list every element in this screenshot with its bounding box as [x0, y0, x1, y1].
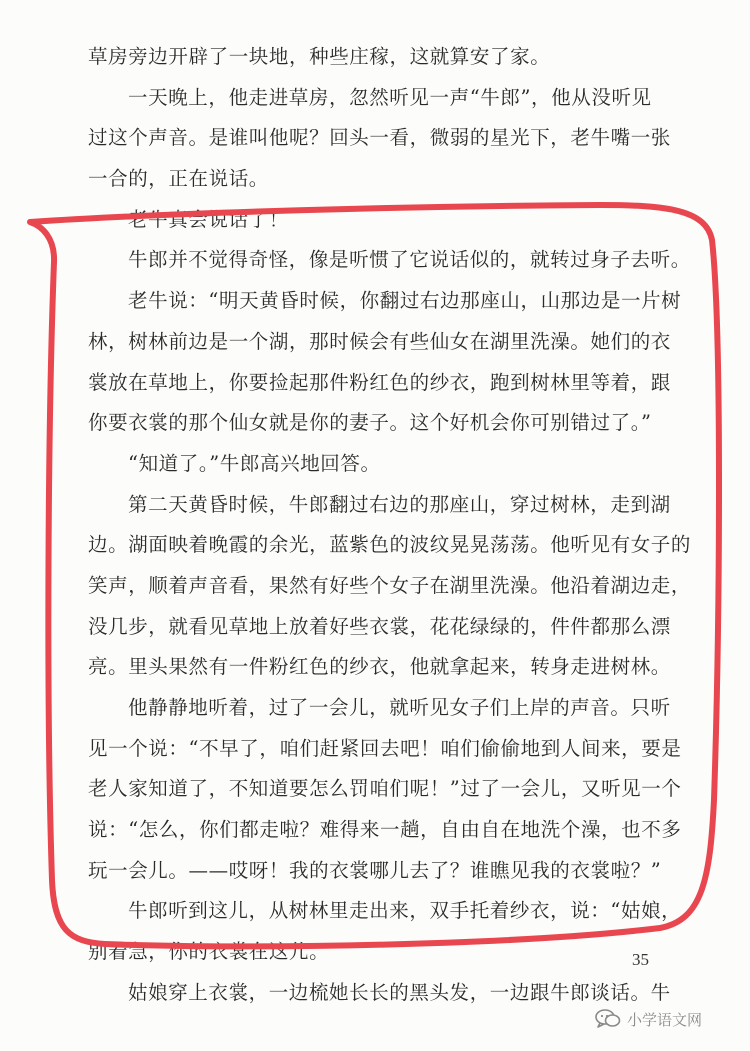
chat-bubbles-icon	[595, 1008, 621, 1030]
text-line: “知道了。”牛郎高兴地回答。	[128, 451, 381, 475]
text-line: 牛郎并不觉得奇怪，像是听惯了它说话似的，就转过身子去听。	[128, 248, 691, 272]
text-line: 他静静地听着，过了一会儿，就听见女子们上岸的声音。只听	[128, 696, 671, 719]
text-line: 边。湖面映着晚霞的余光，蓝紫色的波纹晃晃荡荡。他听见有女子的	[88, 533, 692, 557]
text-line: 没几步，就看见草地上放着好些衣裳，花花绿绿的，件件都那么漂	[88, 614, 671, 638]
text-line: 说：“怎么，你们都走啦？难得来一趟，自由自在地洗个澡，也不多	[88, 818, 682, 842]
text-line: 玩一会儿。——哎呀！我的衣裳哪儿去了？谁瞧见我的衣裳啦？”	[88, 858, 662, 882]
text-line: 草房旁边开辟了一块地，种些庄稼，这就算安了家。	[88, 45, 551, 68]
body-text	[88, 37, 692, 1014]
text-line: 第二天黄昏时候，牛郎翻过右边的那座山，穿过树林，走到湖	[128, 492, 671, 516]
text-line: 一合的，正在说话。	[88, 167, 269, 191]
text-line: 林，树林前边是一个湖，那时候会有些仙女在湖里洗澡。她们的衣	[88, 329, 671, 353]
text-line: 裳放在草地上，你要捡起那件粉红色的纱衣，跑到树林里等着，跟	[88, 370, 671, 394]
text-line: 见一个说：“不早了，咱们赶紧回去吧！咱们偷偷地到人间来，要是	[88, 736, 682, 760]
text-line: 老牛真会说话了！	[128, 207, 289, 231]
text-line: 你要衣裳的那个仙女就是你的妻子。这个好机会你可别错过了。”	[88, 411, 652, 435]
text-line: 姑娘穿上衣裳，一边梳她长长的黑头发，一边跟牛郎谈话。牛	[128, 980, 671, 1004]
text-line: 别着急，你的衣裳在这儿。”	[88, 940, 331, 964]
page-number: 35	[632, 950, 649, 969]
text-line: 牛郎听到这儿，从树林里走出来，双手托着纱衣，说：“姑娘，	[128, 899, 682, 923]
text-line: 一天晚上，他走进草房，忽然听见一声“牛郎”，他从没听见	[128, 85, 652, 109]
text-line: 老牛说：“明天黄昏时候，你翻过右边那座山，山那边是一片树	[128, 289, 682, 313]
watermark	[595, 1008, 702, 1030]
text-line: 亮。里头果然有一件粉红色的纱衣，他就拿起来，转身走进树林。	[88, 655, 671, 679]
text-line: 笑声，顺着声音看，果然有好些个女子在湖里洗澡。他沿着湖边走，	[88, 573, 692, 597]
watermark-text: 小学语文网	[627, 1010, 703, 1029]
text-line: 过这个声音。是谁叫他呢？回头一看，微弱的星光下，老牛嘴一张	[88, 126, 671, 150]
text-line: 老人家知道了，不知道要怎么罚咱们呢！”过了一会儿，又听见一个	[88, 777, 682, 801]
